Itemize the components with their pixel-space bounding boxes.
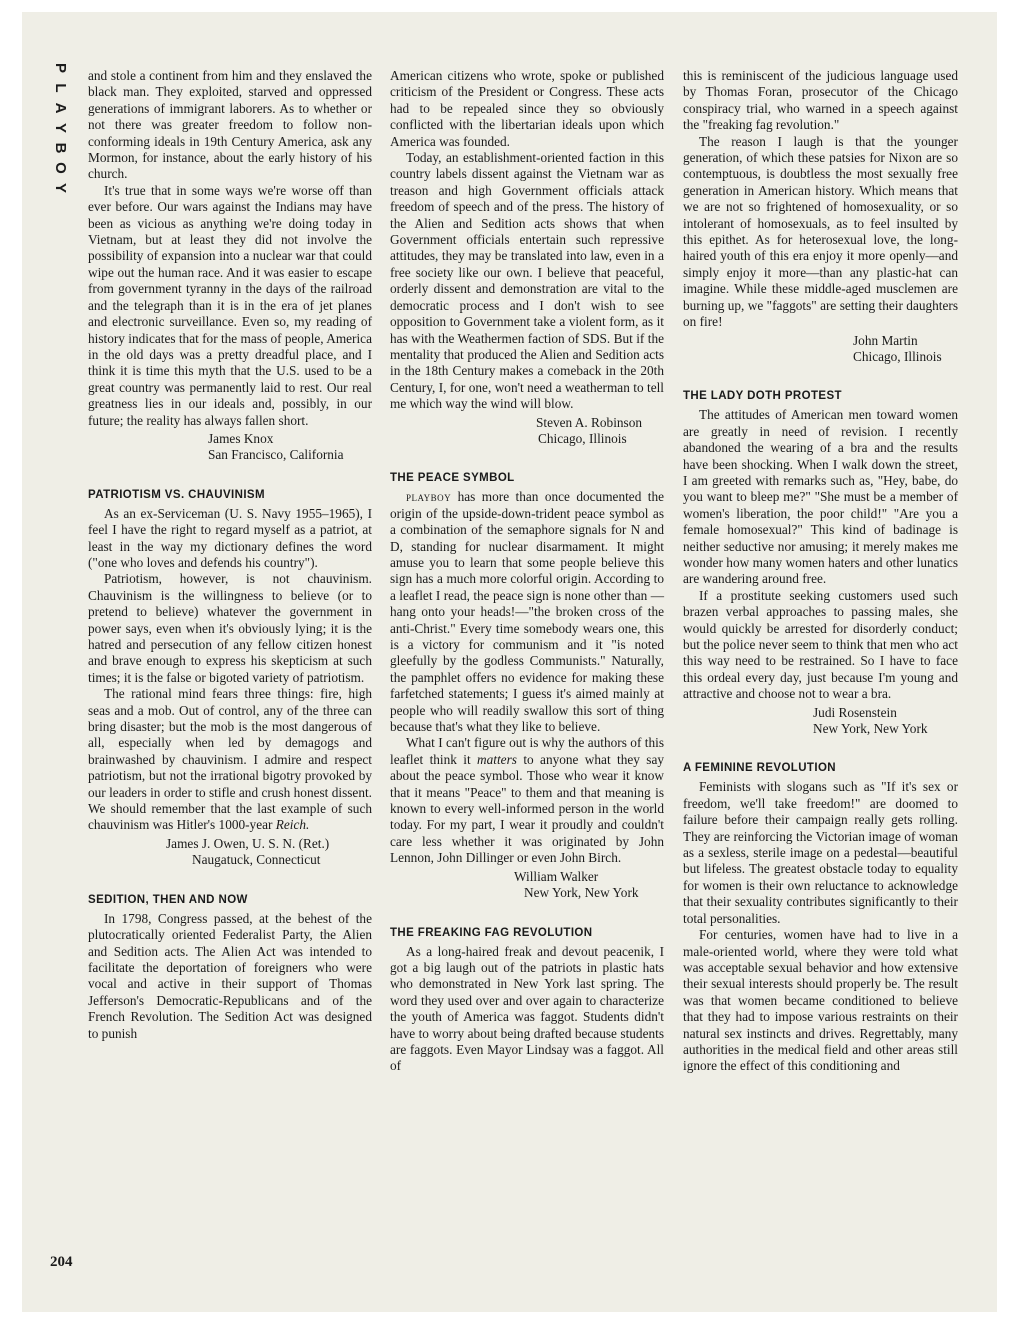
signature-name: William Walker — [514, 868, 599, 884]
page-number: 204 — [50, 1254, 73, 1270]
signature-place: Chicago, Illinois — [853, 348, 942, 364]
section-heading: SEDITION, THEN AND NOW — [88, 893, 248, 906]
paragraph: Feminists with slogans such as "If it's sex or freedom, we'll take freedom!" are doomed to failure before their campaign really gets rolling. They are reinforcing the Victorian image of woman as a sexless, sterile image on a pedestal—beautiful but lifeless. The greatest obstacle today to equality for women is their own reluctance to acknowledge that their sexuality contributes significantly to their total personalities. — [683, 779, 958, 926]
paragraph: It's true that in some ways we're worse off than ever before. Our wars against the Indians may have been as vicious as anything we're doing today in Vietnam, but at least they did not involve the possibility of expansion into a nuclear war that could wipe out the human race. And it was easier to escape from government tyranny in the days of the railroad and the telegraph than it is in the era of jet planes and electronic surveillance. Even so, my reading of history indicates that for the mass of people, America in the old days was a pretty dreadful place, and I think it is time this myth that the U.S. used to be a great country was permanently laid to rest. Our real greatness lies in our ideals and, possibly, in our future; the reality has always fallen short. — [88, 182, 372, 428]
letter-signature — [683, 333, 958, 366]
signature-name: James Knox — [208, 430, 274, 446]
signature-name: James J. Owen, U. S. N. (Ret.) — [166, 835, 330, 851]
paragraph: The reason I laugh is that the younger generation, of which these patsies for Nixon are so contemptuous, is doubtless the most sexually free generation in American history. Which means that we are not so frightened of homosexuality, or so intolerant of homosexuals, as to feel insulted by this epithet. As for heterosexual love, the long-haired youth of this era enjoy it more openly—and simply enjoy it more—than any plastic-hat can imagine. While these middle-aged musclemen are burning up, we "faggots" are setting their daughters on fire! — [683, 133, 958, 330]
signature-name: Judi Rosenstein — [813, 704, 897, 720]
magazine-name-vertical: P L A Y B O Y — [52, 62, 69, 193]
paragraph: For centuries, women have had to live in a male-oriented world, where they were told what was acceptable sexual behavior and how extensive their sexual interests should properly be. The result was that women became conditioned to believe that they had to impose various restraints on their natural sex instincts and drives. Regrettably, many authorities in the medical field and other areas still ignore the effect of this conditioning and — [683, 927, 958, 1074]
paragraph: If a prostitute seeking customers used such brazen verbal approaches to passing males, she would quickly be arrested for disorderly conduct; but the police never seem to think that men who act this way need to be restrained. So I have to face this ordeal every day, just because I'm young and attractive and choose not to wear a bra. — [683, 587, 958, 702]
section-heading: PATRIOTISM VS. CHAUVINISM — [88, 488, 265, 501]
paragraph: Patriotism, however, is not chauvinism. Chauvinism is the willingness to believe (or to pretend to believe) whatever the government in power says, even when it's obviously lying; it is the hatred and persecution of any fellow citizen honest and brave enough to express his skepticism at such times; it is the false or bigoted variety of patriotism. — [88, 571, 372, 685]
signature-place: New York, New York — [813, 721, 928, 737]
section-heading: THE LADY DOTH PROTEST — [683, 390, 842, 403]
section-heading: A FEMININE REVOLUTION — [683, 762, 837, 775]
paragraph: American citizens who wrote, spoke or published criticism of the President or Congress. These acts had to be repealed since they so obviously conflicted with the libertarian ideals upon which America was founded. — [390, 68, 664, 149]
letter-signature — [683, 705, 958, 738]
signature-name: Steven A. Robinson — [536, 414, 643, 430]
section-heading: THE PEACE SYMBOL — [390, 472, 515, 485]
section-heading: THE FREAKING FAG REVOLUTION — [390, 926, 593, 939]
paragraph: As an ex-Serviceman (U. S. Navy 1955–1965), I feel I have the right to regard myself as a patriot, at least in the way my dictionary defines the word ("one who loves and defends his country"). — [88, 505, 372, 570]
column-1 — [88, 68, 372, 1042]
paragraph: The attitudes of American men toward women are greatly in need of revision. I recently abandoned the wearing of a bra and the results have been shocking. When I walk down the street, I am greeted with remarks such as, "Hey, babe, do you want to bleep me?" "She must be a member of women's liberation, the poor child!" "Are you a female homosexual?" This kind of badinage is neither seductive nor amusing; it merely makes me wonder how many women haters and other lunatics are wandering around free. — [683, 407, 958, 587]
letter-signature — [88, 836, 372, 869]
paragraph: playboy has more than once documented the origin of the upside-down-trident peace symbol as a combination of the semaphore signals for N and D, standing for nuclear disarmament. It might amuse you to learn that some people believe this sign has a much more colorful origin. According to a leaflet I read, the peace sign is none other than —hang onto your heads!—"the broken cross of the anti-Christ." Every time somebody wears one, this is a victory for communism and it "is noted gleefully by the godless Communists." Naturally, the pamphlet offers no evidence for making these farfetched statements; I guess it's aimed mainly at people who will readily swallow this sort of thing because that's what they like to believe. — [390, 489, 665, 735]
signature-place: New York, New York — [524, 885, 639, 901]
signature-name: John Martin — [853, 332, 918, 348]
column-2 — [390, 68, 664, 1075]
signature-place: Naugatuck, Connecticut — [192, 852, 321, 868]
paragraph: and stole a continent from him and they enslaved the black man. They exploited, starved and oppressed generations of immigrant laborers. As to whether or not there was greater freedom to follow non-conforming ideals in 19th Century America, ask any Mormon, for instance, about the early history of his church. — [88, 68, 372, 182]
letter-signature — [390, 415, 664, 448]
letter-signature — [88, 431, 372, 464]
letter-signature — [390, 869, 664, 902]
paragraph: The rational mind fears three things: fire, high seas and a mob. Out of control, any of the three can bring disaster; but the mob is the most dangerous of all, especially when led by demagogs and brainwashed by chauvinism. I admire and respect patriotism, but not the irrational bigotry provoked by our leaders in order to stifle and crush honest dissent. We should remember that the last example of such chauvinism was Hitler's 1000-year Reich. — [88, 686, 372, 833]
paragraph: this is reminiscent of the judicious language used by Thomas Foran, prosecutor of the Chicago conspiracy trial, who warned in a speech against the "freaking fag revolution." — [683, 68, 958, 133]
paragraph: What I can't figure out is why the authors of this leaflet think it matters to anyone what they say about the peace symbol. Those who wear it know that it means "Peace" to them and that meaning is known to every well-informed person in the world today. For my part, I wear it proudly and couldn't care less whether it was originated by John Lennon, John Dillinger or even John Birch. — [390, 735, 664, 866]
column-3 — [683, 68, 958, 1075]
signature-place: Chicago, Illinois — [538, 430, 627, 446]
signature-place: San Francisco, California — [208, 447, 344, 463]
paragraph: Today, an establishment-oriented faction in this country labels dissent against the Vietnam war as treason and high Government officials attack freedom of speech and of the press. The history of the Alien and Sedition acts shows that when Government officials entertain such repressive attitudes, they may be translated into law, even in a free society like our own. I believe that peaceful, orderly dissent and demonstration are vital to the democratic process and I don't wish to see opposition to Government take a violent form, as it has with the Weathermen faction of SDS. But if the mentality that produced the Alien and Sedition acts in the 18th Century makes a comeback in the 20th Century, I, for one, won't need a weatherman to tell me which way the wind will blow. — [390, 150, 664, 412]
paragraph: In 1798, Congress passed, at the behest of the plutocratically oriented Federalist Party, the Alien and Sedition acts. The Alien Act was intended to facilitate the deportation of foreigners who were vocal and active in their support of Thomas Jefferson's Democratic-Republicans and of the French Revolution. The Sedition Act was designed to punish — [88, 910, 372, 1041]
paragraph: As a long-haired freak and devout peacenik, I got a big laugh out of the patriots in plastic hats who demonstrated in New York last spring. The word they used over and over again to characterize the youth of America was faggot. Students didn't have to worry about being drafted because students are faggots. Even Mayor Lindsay was a faggot. All of — [390, 943, 664, 1074]
